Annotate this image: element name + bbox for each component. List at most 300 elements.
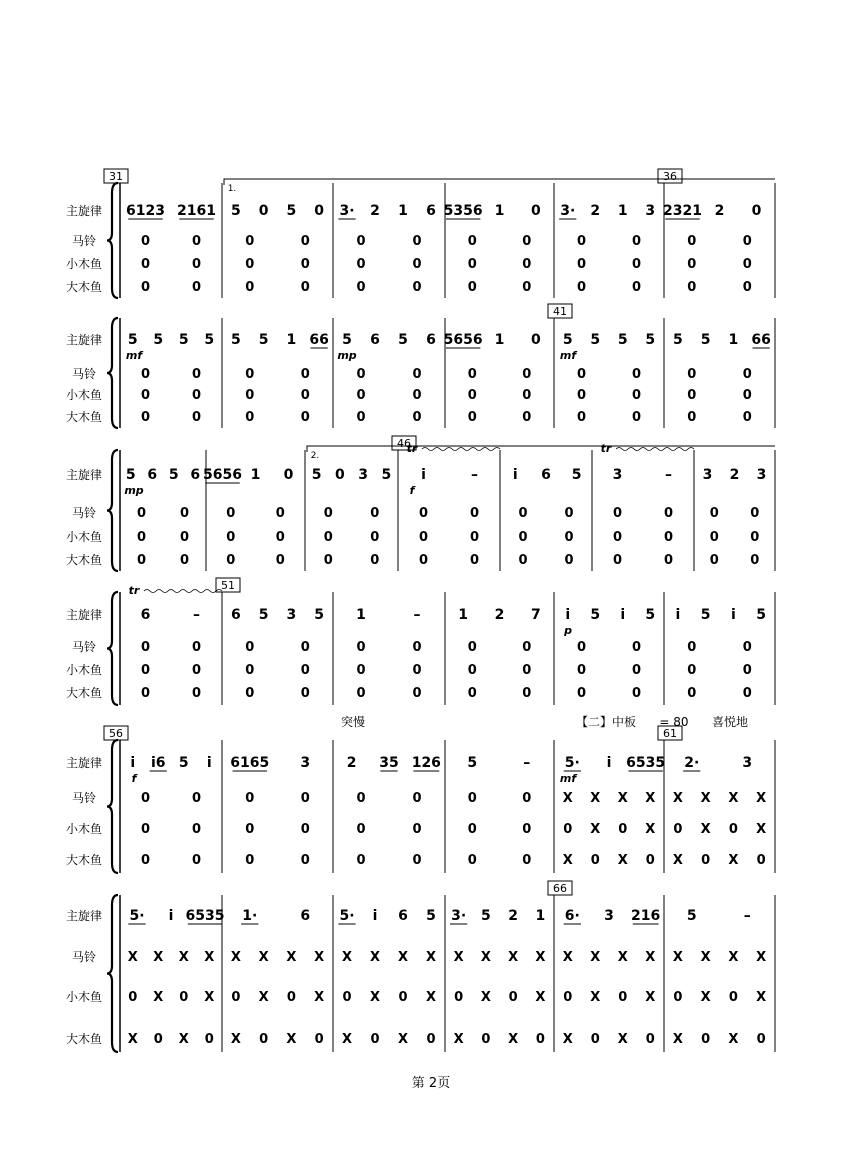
damuyu-beat: 0 (522, 853, 532, 868)
damuyu-beat: 0 (140, 853, 151, 868)
damuyu-beat: X (672, 1032, 683, 1047)
ling-beat: 0 (709, 506, 719, 521)
instrument-label: 大木鱼 (65, 1032, 103, 1046)
ling-beat: 0 (245, 234, 255, 249)
xiaomuyu-beat: X (425, 990, 437, 1005)
xiaomuyu-beat: 0 (618, 990, 628, 1005)
xiaomuyu-beat: 0 (300, 257, 310, 272)
melody-note: 0 (258, 203, 269, 219)
ling-beat: 0 (356, 640, 366, 655)
ling-beat: 0 (245, 791, 255, 806)
xiaomuyu-beat: 0 (370, 530, 380, 545)
ling-beat: 0 (576, 367, 587, 382)
damuyu-beat: X (617, 1032, 628, 1047)
damuyu-beat: 0 (742, 686, 752, 701)
system-3 (66, 436, 775, 571)
instrument-label: 小木鱼 (65, 388, 103, 402)
melody-note: i (206, 755, 212, 771)
ling-beat: 0 (356, 791, 366, 806)
melody-note: 5 (258, 607, 269, 623)
xiaomuyu-beat: 0 (454, 990, 464, 1005)
melody-note: 6 (190, 467, 201, 483)
xiaomuyu-beat: 0 (564, 530, 574, 545)
xiaomuyu-beat: 0 (300, 822, 310, 837)
ling-beat: X (562, 950, 573, 965)
xiaomuyu-beat: X (590, 990, 601, 1005)
melody-note: 5 (286, 203, 297, 219)
melody-note: 6 (147, 467, 158, 483)
ling-beat: 0 (663, 506, 674, 521)
damuyu-beat: 0 (645, 1032, 655, 1047)
instrument-label: 大木鱼 (65, 686, 103, 700)
instrument-label: 主旋律 (65, 204, 103, 218)
melody-note: 5 (590, 332, 601, 348)
ling-beat: X (453, 950, 464, 965)
damuyu-beat: X (728, 853, 739, 868)
xiaomuyu-beat: 0 (342, 990, 352, 1005)
melody-note: 0 (283, 467, 294, 483)
instrument-label: 小木鱼 (65, 822, 103, 836)
ling-beat: 0 (467, 234, 477, 249)
damuyu-beat: 0 (275, 553, 285, 568)
ling-beat: 0 (750, 506, 760, 521)
damuyu-beat: X (286, 1032, 297, 1047)
xiaomuyu-beat: 0 (136, 530, 147, 545)
damuyu-beat: 0 (300, 410, 310, 425)
system-brace (107, 450, 118, 571)
damuyu-beat: X (453, 1032, 464, 1047)
damuyu-beat: 0 (576, 686, 587, 701)
ling-beat: X (700, 950, 711, 965)
melody-note: i (730, 607, 736, 623)
xiaomuyu-beat: 0 (275, 530, 285, 545)
damuyu-beat: 0 (323, 553, 333, 568)
melody-note: 0 (530, 332, 541, 348)
ling-beat: X (756, 791, 767, 806)
melody-note: 0 (751, 203, 762, 219)
xiaomuyu-beat: 0 (518, 530, 528, 545)
xiaomuyu-beat: 0 (245, 388, 255, 403)
xiaomuyu-beat: 0 (140, 663, 151, 678)
ling-beat: X (590, 950, 601, 965)
damuyu-beat: 0 (576, 280, 587, 295)
xiaomuyu-beat: 0 (191, 822, 202, 837)
ling-beat: X (672, 950, 683, 965)
melody-note: 6 (140, 607, 151, 623)
xiaomuyu-beat: 0 (300, 388, 310, 403)
xiaomuyu-beat: 0 (687, 388, 697, 403)
instrument-label: 马铃 (71, 791, 97, 805)
ling-beat: 0 (191, 640, 202, 655)
dynamic-mark: f (409, 484, 415, 497)
melody-note: 1 (494, 203, 505, 219)
damuyu-beat: 0 (467, 853, 477, 868)
instrument-label: 大木鱼 (65, 410, 103, 424)
xiaomuyu-beat: X (369, 990, 381, 1005)
melody-note: i (565, 607, 571, 623)
melody-note: 3· (560, 203, 576, 219)
damuyu-beat: 0 (522, 686, 532, 701)
instrument-label: 马铃 (71, 640, 97, 654)
damuyu-beat: 0 (481, 1032, 491, 1047)
melody-note: 5 (381, 467, 392, 483)
ling-beat: X (397, 950, 409, 965)
ling-beat: 0 (412, 367, 422, 382)
melody-note: 2 (508, 908, 518, 924)
damuyu-beat: 0 (663, 553, 674, 568)
ling-beat: 0 (469, 506, 480, 521)
ling-beat: 0 (300, 367, 310, 382)
rehearsal-number: 61 (663, 727, 677, 740)
melody-note: 5 (467, 755, 478, 771)
xiaomuyu-beat: 0 (300, 663, 310, 678)
melody-note: 2161 (177, 203, 216, 219)
system-2 (66, 304, 775, 428)
xiaomuyu-beat: 0 (618, 822, 628, 837)
damuyu-beat: X (508, 1032, 519, 1047)
melody-note: 2 (346, 755, 357, 771)
xiaomuyu-beat: 0 (191, 257, 202, 272)
melody-note: 5 (756, 607, 766, 623)
xiaomuyu-beat: 0 (631, 388, 642, 403)
ling-beat: 0 (467, 640, 477, 655)
ling-beat: X (369, 950, 381, 965)
melody-note: 2 (714, 203, 725, 219)
ling-beat: 0 (245, 367, 255, 382)
melody-note: 3 (612, 467, 623, 483)
melody-note: 3 (645, 203, 656, 219)
melody-note: i (130, 755, 136, 771)
melody-note: 5 (204, 332, 215, 348)
xiaomuyu-beat: 0 (687, 257, 697, 272)
ling-beat: 0 (140, 791, 151, 806)
damuyu-beat: 0 (590, 1032, 600, 1047)
damuyu-beat: 0 (191, 853, 202, 868)
trill-wave (144, 590, 222, 593)
rehearsal-number: 36 (663, 170, 677, 183)
damuyu-beat: 0 (631, 280, 642, 295)
xiaomuyu-beat: 0 (179, 990, 189, 1005)
damuyu-beat: 0 (245, 410, 255, 425)
ling-beat: 0 (191, 791, 202, 806)
damuyu-beat: 0 (245, 853, 255, 868)
xiaomuyu-beat: X (258, 990, 269, 1005)
xiaomuyu-beat: X (756, 822, 767, 837)
damuyu-beat: X (562, 1032, 573, 1047)
xiaomuyu-beat: 0 (245, 257, 255, 272)
ling-beat: 0 (612, 506, 623, 521)
damuyu-beat: 0 (756, 1032, 766, 1047)
xiaomuyu-beat: X (535, 990, 546, 1005)
instrument-label: 大木鱼 (65, 853, 103, 867)
ling-beat: 0 (631, 367, 642, 382)
melody-note: 5 (398, 332, 408, 348)
xiaomuyu-beat: 0 (412, 663, 422, 678)
xiaomuyu-beat: 0 (245, 663, 255, 678)
instrument-label: 主旋律 (65, 468, 103, 482)
score-annotation: 喜悦地 (711, 715, 749, 729)
damuyu-beat: 0 (245, 280, 255, 295)
ling-beat: 0 (742, 367, 752, 382)
melody-note: 5· (129, 908, 145, 924)
ling-beat: 0 (687, 367, 697, 382)
xiaomuyu-beat: 0 (467, 663, 477, 678)
ling-beat: 0 (522, 640, 532, 655)
melody-note: – (665, 467, 672, 483)
ling-beat: X (230, 950, 241, 965)
damuyu-beat: 0 (742, 280, 752, 295)
melody-note: 5 (125, 467, 136, 483)
system-brace (107, 183, 118, 298)
xiaomuyu-beat: 0 (191, 663, 202, 678)
dynamic-mark: mf (559, 772, 577, 785)
damuyu-beat: 0 (356, 280, 366, 295)
melody-note: 5 (481, 908, 491, 924)
rehearsal-number: 51 (221, 579, 235, 592)
melody-note: 1 (728, 332, 739, 348)
damuyu-beat: 0 (191, 280, 202, 295)
melody-note: 1 (617, 203, 628, 219)
melody-note: 6 (370, 332, 380, 348)
melody-note: 5656 (203, 467, 242, 483)
rehearsal-number: 31 (109, 170, 123, 183)
damuyu-beat: 0 (179, 553, 190, 568)
damuyu-beat: 0 (356, 686, 366, 701)
damuyu-beat: 0 (701, 1032, 711, 1047)
damuyu-beat: 0 (300, 686, 310, 701)
melody-note: 1 (494, 332, 505, 348)
melody-note: i6 (150, 755, 166, 771)
damuyu-beat: 0 (612, 553, 623, 568)
trill-wave (422, 448, 500, 451)
ling-beat: 0 (412, 234, 422, 249)
damuyu-beat: 0 (204, 1032, 214, 1047)
xiaomuyu-beat: X (153, 990, 164, 1005)
xiaomuyu-beat: 0 (522, 257, 532, 272)
xiaomuyu-beat: 0 (687, 663, 697, 678)
xiaomuyu-beat: 0 (469, 530, 480, 545)
rehearsal-number: 41 (553, 305, 567, 318)
instrument-label: 小木鱼 (65, 663, 103, 677)
instrument-label: 大木鱼 (65, 280, 103, 294)
melody-note: 2321 (663, 203, 702, 219)
system-brace (107, 318, 118, 428)
ling-beat: X (728, 950, 739, 965)
ling-beat: 0 (140, 367, 151, 382)
ling-beat: 0 (576, 640, 587, 655)
instrument-label: 小木鱼 (65, 257, 103, 271)
melody-note: 5 (562, 332, 573, 348)
score-annotation: 【二】中板 (575, 715, 637, 729)
damuyu-beat: 0 (370, 1032, 380, 1047)
damuyu-beat: 0 (191, 686, 202, 701)
system-1 (66, 169, 775, 298)
ling-beat: X (258, 950, 269, 965)
ling-beat: X (645, 791, 656, 806)
melody-note: i (620, 607, 626, 623)
melody-note: 1 (398, 203, 408, 219)
instrument-label: 主旋律 (65, 756, 103, 770)
damuyu-beat: X (562, 853, 573, 868)
score-annotation: 突慢 (340, 715, 366, 729)
score-annotation: = 80 (659, 715, 689, 729)
ling-beat: 0 (467, 791, 477, 806)
xiaomuyu-beat: X (756, 990, 767, 1005)
ling-beat: 0 (136, 506, 147, 521)
melody-note: i (421, 467, 426, 483)
damuyu-beat: 0 (687, 410, 697, 425)
xiaomuyu-beat: 0 (631, 663, 642, 678)
melody-note: 6 (231, 607, 241, 623)
system-5 (66, 714, 775, 873)
xiaomuyu-beat: 0 (286, 990, 296, 1005)
damuyu-beat: 0 (314, 1032, 324, 1047)
xiaomuyu-beat: 0 (709, 530, 719, 545)
xiaomuyu-beat: 0 (191, 388, 202, 403)
melody-note: 6165 (230, 755, 270, 771)
ling-beat: 0 (191, 367, 202, 382)
melody-note: 216 (631, 908, 661, 924)
ling-beat: 0 (564, 506, 574, 521)
system-6 (66, 881, 775, 1052)
melody-note: 3· (451, 908, 467, 924)
damuyu-beat: 0 (701, 853, 711, 868)
ling-beat: X (341, 950, 353, 965)
damuyu-beat: X (397, 1032, 409, 1047)
melody-note: – (471, 467, 478, 483)
ling-beat: 0 (300, 791, 310, 806)
xiaomuyu-beat: 0 (467, 257, 477, 272)
ling-beat: X (178, 950, 189, 965)
xiaomuyu-beat: 0 (412, 822, 422, 837)
xiaomuyu-beat: 0 (231, 990, 241, 1005)
ling-beat: X (562, 791, 573, 806)
melody-note: 5 (314, 607, 324, 623)
xiaomuyu-beat: 0 (576, 663, 587, 678)
xiaomuyu-beat: 0 (245, 822, 255, 837)
damuyu-beat: 0 (412, 853, 422, 868)
damuyu-beat: 0 (245, 686, 255, 701)
rehearsal-number: 66 (553, 882, 567, 895)
damuyu-beat: 0 (356, 853, 366, 868)
ling-beat: X (645, 950, 656, 965)
ling-beat: 0 (412, 791, 422, 806)
ling-beat: 0 (522, 234, 532, 249)
ling-beat: 0 (140, 640, 151, 655)
melody-note: 5· (339, 908, 355, 924)
trill-mark: tr (600, 442, 612, 455)
melody-note: 1 (535, 908, 546, 924)
melody-note: i (372, 908, 378, 924)
ling-beat: X (756, 950, 767, 965)
xiaomuyu-beat: X (645, 822, 656, 837)
melody-note: 0 (314, 203, 324, 219)
ling-beat: 0 (687, 234, 697, 249)
melody-note: 5356 (443, 203, 483, 219)
xiaomuyu-beat: 0 (576, 257, 587, 272)
melody-note: 1 (286, 332, 297, 348)
damuyu-beat: 0 (140, 280, 151, 295)
damuyu-beat: 0 (300, 280, 310, 295)
ling-beat: 0 (356, 367, 366, 382)
melody-note: i (512, 467, 518, 483)
melody-note: i (606, 755, 612, 771)
melody-note: 3 (604, 908, 614, 924)
melody-note: 2 (729, 467, 740, 483)
volta-bracket (224, 179, 775, 185)
instrument-label: 小木鱼 (65, 530, 103, 544)
xiaomuyu-beat: X (314, 990, 325, 1005)
xiaomuyu-beat: 0 (467, 822, 477, 837)
damuyu-beat: X (341, 1032, 353, 1047)
melody-note: 5 (231, 203, 241, 219)
ling-beat: X (617, 950, 628, 965)
system-brace (107, 895, 118, 1052)
volta-label: 2. (310, 451, 320, 461)
damuyu-beat: X (672, 853, 683, 868)
xiaomuyu-beat: 0 (412, 257, 422, 272)
xiaomuyu-beat: X (204, 990, 215, 1005)
melody-note: – (413, 607, 421, 623)
melody-note: 6535 (626, 755, 666, 771)
xiaomuyu-beat: 0 (742, 663, 752, 678)
ling-beat: 0 (522, 791, 532, 806)
xiaomuyu-beat: 0 (140, 257, 151, 272)
dynamic-mark: p (564, 624, 572, 637)
damuyu-beat: 0 (687, 280, 697, 295)
ling-beat: 0 (300, 234, 310, 249)
ling-beat: 0 (631, 640, 642, 655)
xiaomuyu-beat: 0 (418, 530, 429, 545)
melody-note: – (743, 908, 751, 924)
damuyu-beat: X (178, 1032, 189, 1047)
instrument-label: 主旋律 (65, 608, 103, 622)
damuyu-beat: X (230, 1032, 241, 1047)
ling-beat: X (480, 950, 491, 965)
instrument-label: 小木鱼 (65, 990, 103, 1004)
xiaomuyu-beat: 0 (673, 990, 683, 1005)
xiaomuyu-beat: 0 (742, 257, 752, 272)
damuyu-beat: X (127, 1032, 138, 1047)
melody-note: 3 (358, 467, 368, 483)
damuyu-beat: 0 (191, 410, 202, 425)
melody-note: 5 (168, 467, 179, 483)
ling-beat: 0 (576, 234, 587, 249)
melody-note: 1 (458, 607, 469, 623)
xiaomuyu-beat: 0 (356, 822, 366, 837)
melody-note: 6 (398, 908, 408, 924)
ling-beat: X (314, 950, 325, 965)
xiaomuyu-beat: X (590, 822, 601, 837)
ling-beat: X (728, 791, 739, 806)
damuyu-beat: 0 (564, 553, 574, 568)
damuyu-beat: 0 (226, 553, 236, 568)
damuyu-beat: 0 (518, 553, 528, 568)
melody-note: 5 (426, 908, 436, 924)
melody-note: 5 (645, 332, 656, 348)
damuyu-beat: 0 (300, 853, 310, 868)
ling-beat: 0 (742, 640, 752, 655)
ling-beat: X (590, 791, 601, 806)
xiaomuyu-beat: 0 (750, 530, 760, 545)
trill-mark: tr (128, 584, 140, 597)
xiaomuyu-beat: 0 (226, 530, 236, 545)
damuyu-beat: 0 (522, 280, 532, 295)
melody-note: 3· (339, 203, 355, 219)
damuyu-beat: 0 (469, 553, 480, 568)
dynamic-mark: mf (125, 349, 143, 362)
ling-beat: 0 (226, 506, 236, 521)
